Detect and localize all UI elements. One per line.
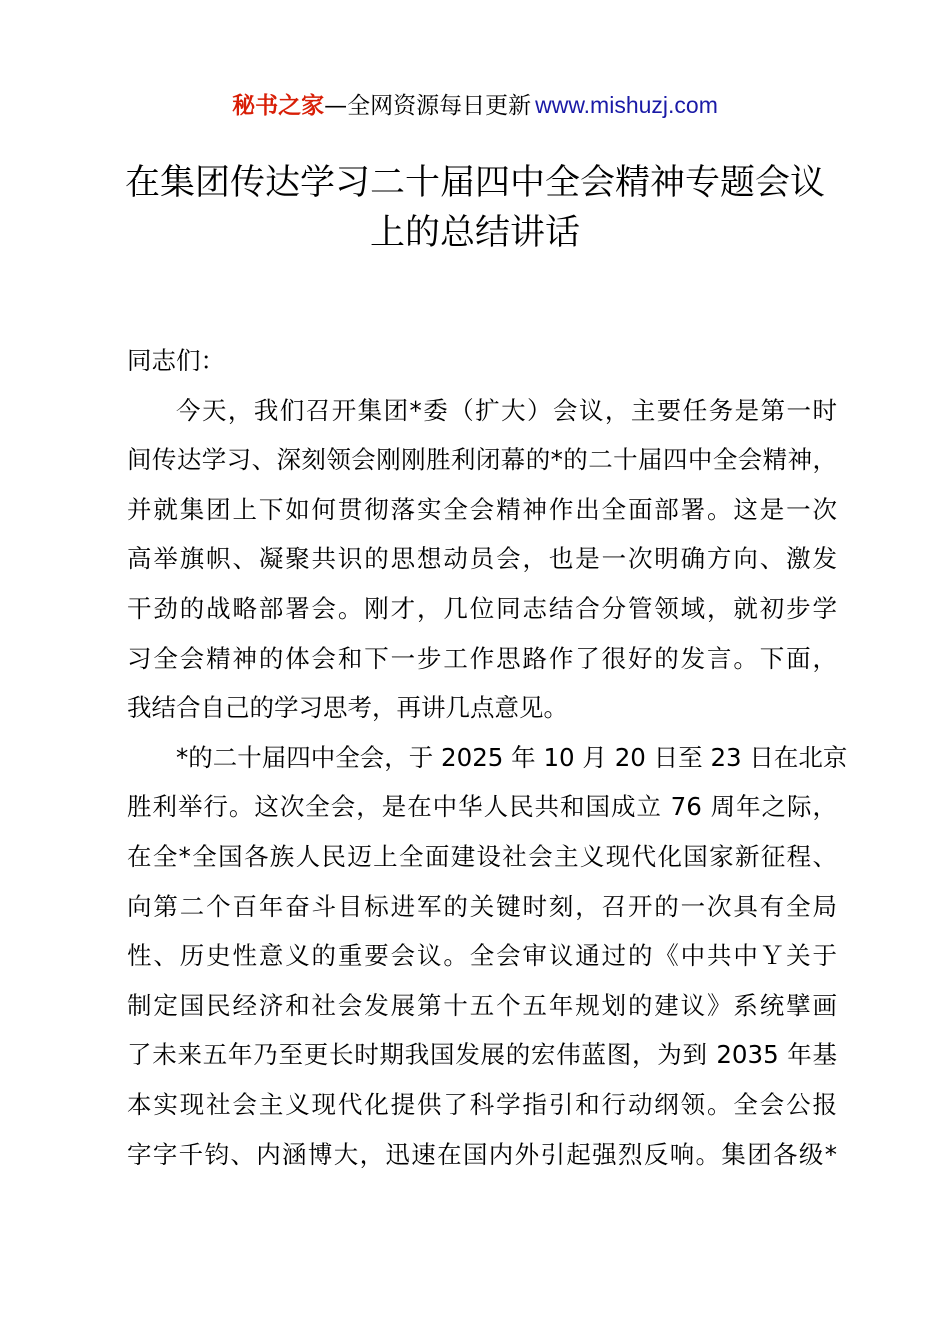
paragraph-line: 字字千钧、内涵博大，迅速在国内外引起强烈反响。集团各级* bbox=[127, 1139, 837, 1169]
header-tagline: —全网资源每日更新 bbox=[324, 93, 532, 119]
title-line-2: 上的总结讲话 bbox=[369, 213, 580, 253]
paragraph-line: 高举旗帜、凝聚共识的思想动员会，也是一次明确方向、激发 bbox=[127, 544, 837, 574]
paragraph-line: *的二十届四中全会，于 2025 年 10 月 20 日至 23 日在北京 bbox=[176, 742, 848, 772]
paragraph-line: 了未来五年乃至更长时期我国发展的宏伟蓝图，为到 2035 年基 bbox=[127, 1040, 837, 1070]
paragraph-line: 性、历史性意义的重要会议。全会审议通过的《中共中Ｙ关于 bbox=[127, 941, 837, 971]
paragraph-line: 制定国民经济和社会发展第十五个五年规划的建议》系统擘画 bbox=[127, 990, 837, 1020]
document-body bbox=[127, 336, 848, 1179]
paragraph-line: 本实现社会主义现代化提供了科学指引和行动纲领。全会公报 bbox=[127, 1089, 837, 1119]
document-title bbox=[100, 158, 850, 258]
paragraph-line: 胜利举行。这次全会，是在中华人民共和国成立 76 周年之际， bbox=[127, 792, 837, 822]
paragraph-line: 向第二个百年奋斗目标进军的关键时刻，召开的一次具有全局 bbox=[127, 891, 837, 921]
paragraph-line: 干劲的战略部署会。刚才，几位同志结合分管领域，就初步学 bbox=[127, 593, 837, 623]
brand-name: 秘书之家 bbox=[232, 93, 325, 119]
paragraph-line: 习全会精神的体会和下一步工作思路作了很好的发言。下面， bbox=[127, 643, 837, 673]
salutation: 同志们： bbox=[127, 346, 225, 375]
paragraph-line: 并就集团上下如何贯彻落实全会精神作出全面部署。这是一次 bbox=[127, 494, 837, 524]
title-line-1: 在集团传达学习二十届四中全会精神专题会议 bbox=[124, 163, 825, 203]
site-url[interactable]: www.mishuzj.com bbox=[535, 92, 718, 118]
site-header bbox=[0, 88, 950, 123]
paragraph-line: 间传达学习、深刻领会刚刚胜利闭幕的*的二十届四中全会精神， bbox=[127, 445, 837, 475]
paragraph-line: 在全*全国各族人民迈上全面建设社会主义现代化国家新征程、 bbox=[127, 841, 837, 871]
paragraph-line: 今天，我们召开集团*委（扩大）会议，主要任务是第一时 bbox=[176, 395, 837, 425]
paragraph-line: 我结合自己的学习思考，再讲几点意见。 bbox=[127, 693, 568, 723]
